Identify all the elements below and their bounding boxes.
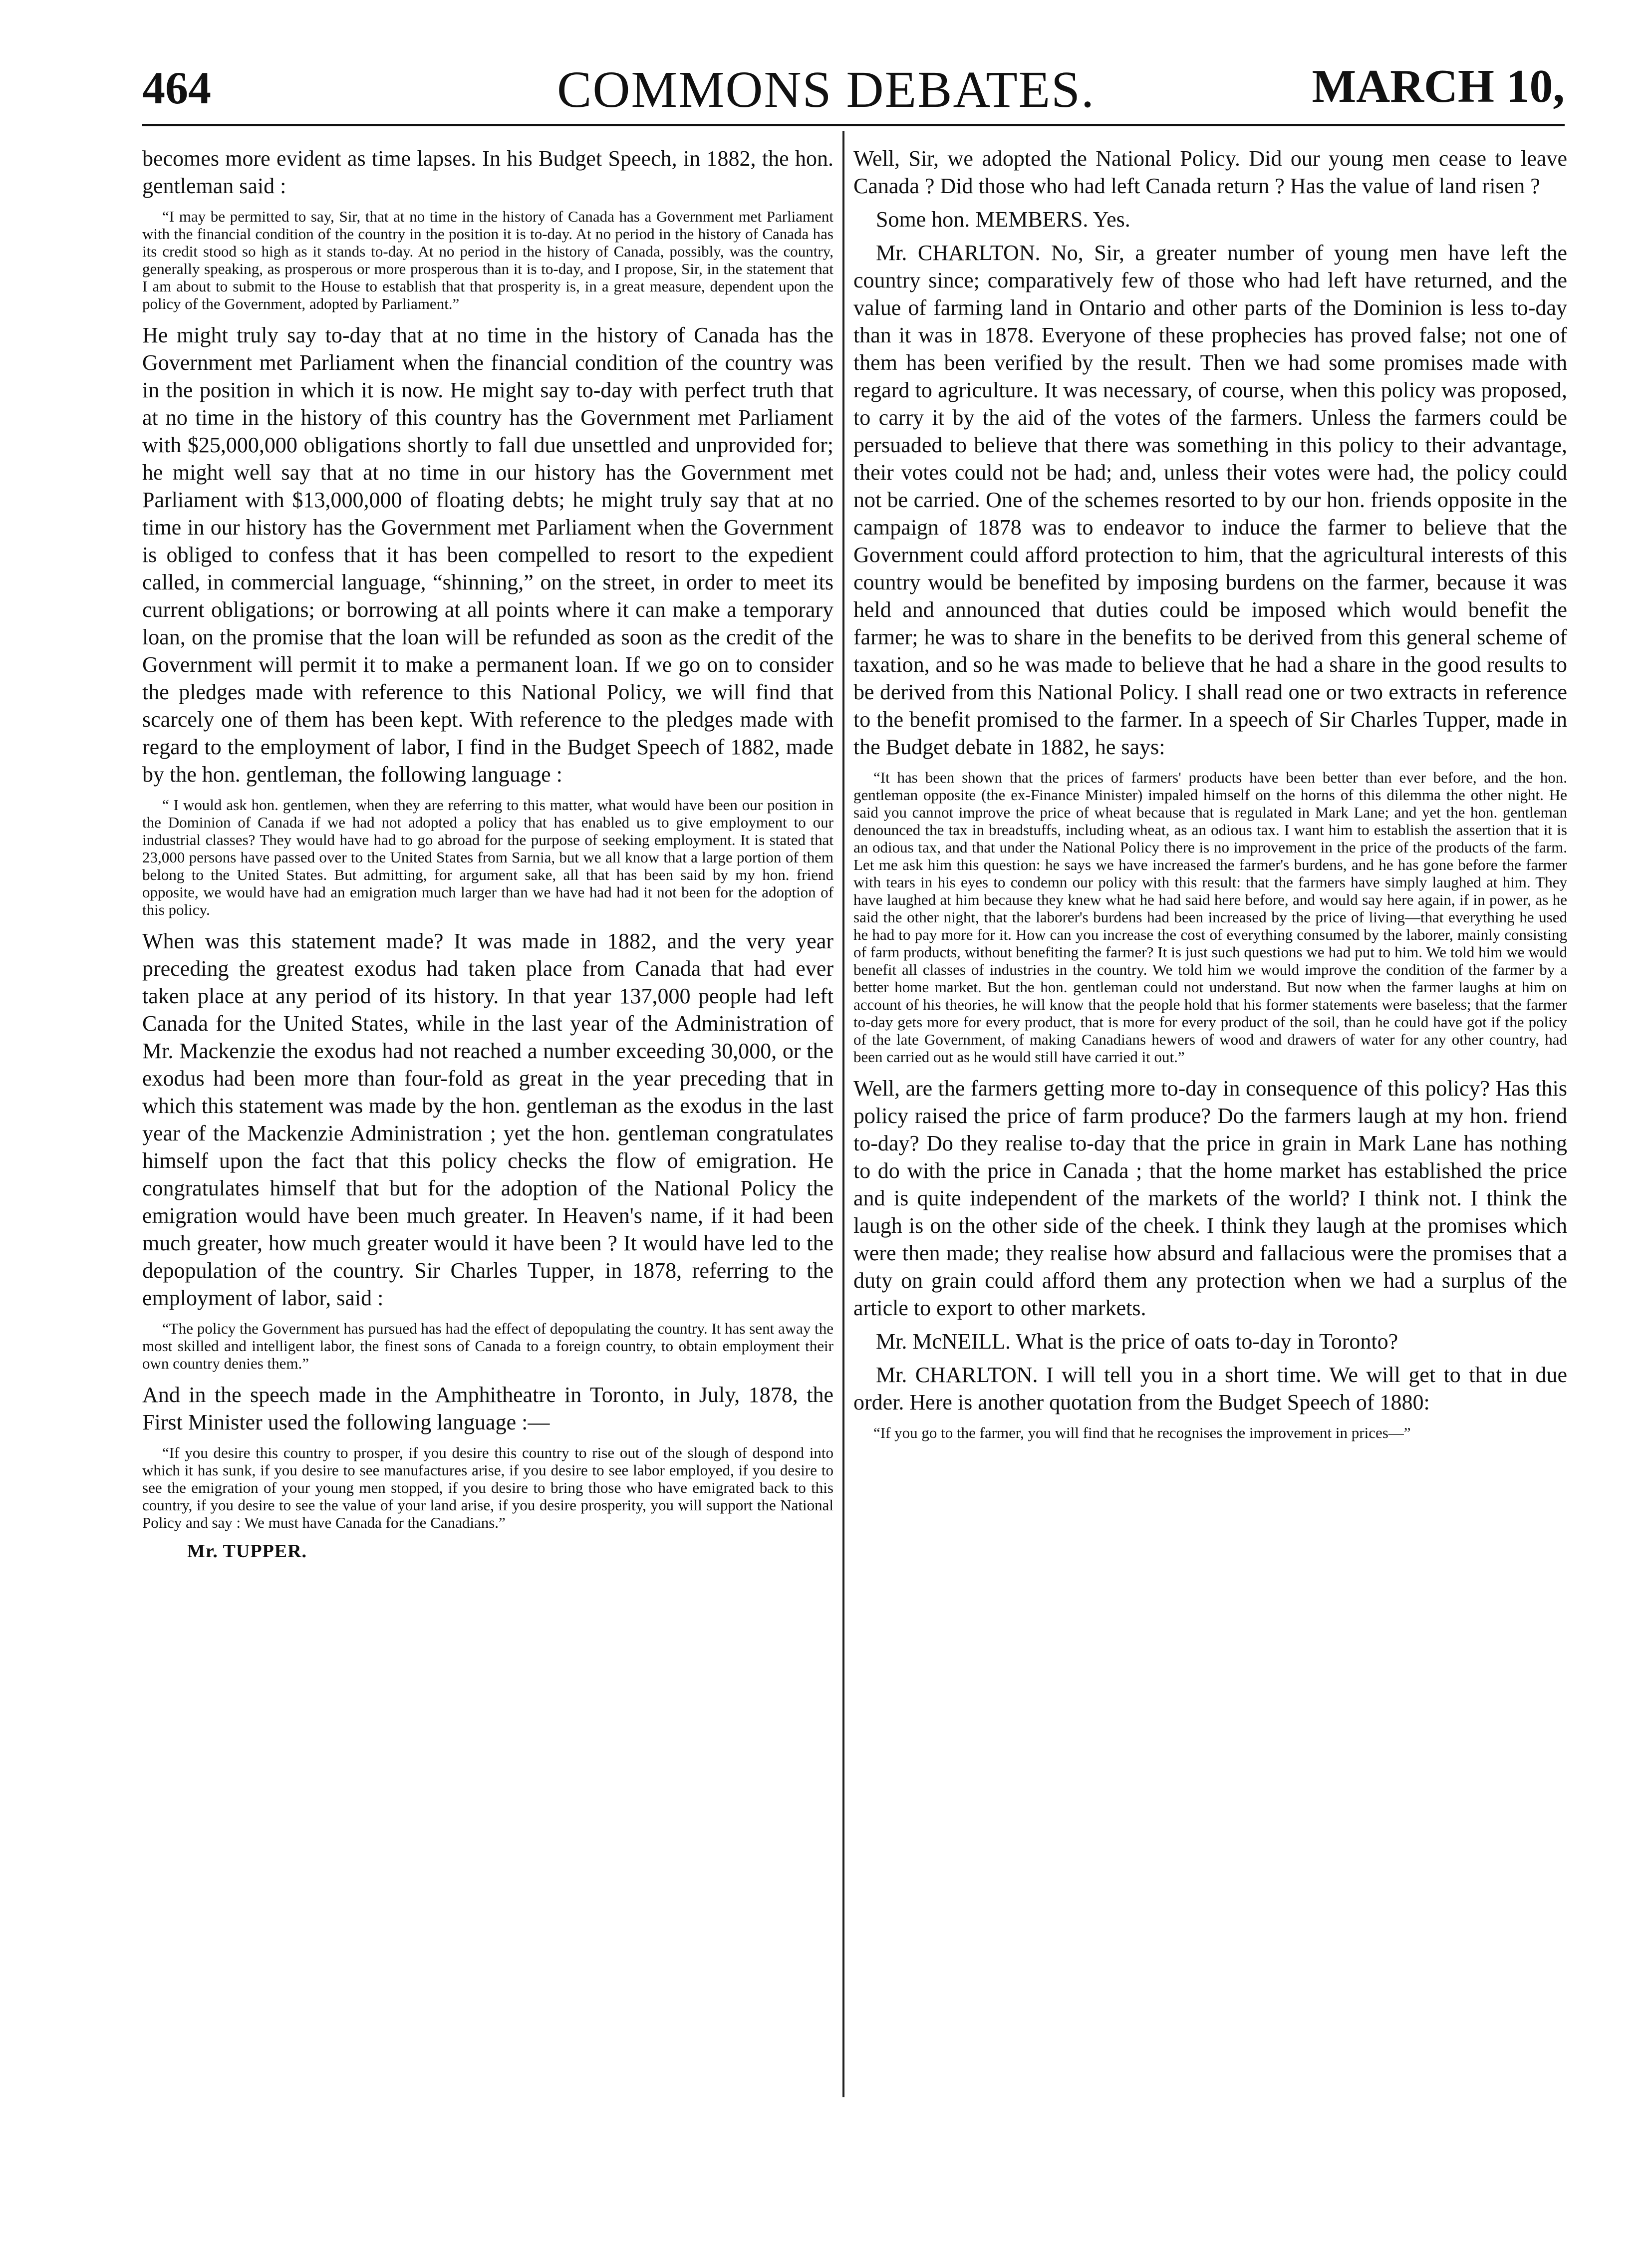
block-quote: “It has been shown that the prices of farmers' products have been better than ever before, and the hon. gentleman opposite (the ex-Finance Minister) impaled himself on the horns of this dilemma the other night. He said you cannot improve the price of wheat because that is regulated in Mark Lane; and yet the hon. gentleman denounced the tax in breadstuffs, including wheat, as an odious tax. I want him to establish the assertion that it is an odious tax, and that under the National Policy there is no improvement in the price of the products of the farm. Let me ask him this question: he says we have increased the farmer's burdens, and he has gone before the farmer with tears in his eyes to condemn our policy with this result: that the farmers have simply laughed at him. They have laughed at him because they knew what he had said here before, and would say here again, if in power, as he said the other night, that the laborer's burdens had been increased by the price of living—that everything he used he had to pay more for it. How can you increase the cost of everything consumed by the laborer, mainly consisting of farm products, without benefiting the farmer? It is just such questions we had put to him. We told him we would benefit all classes of industries in the country. We told him we would improve the condition of the farmer by a better home market. But the hon. gentleman could not understand. But now when the farmer laughs at him on account of his theories, he will know that the people hold that his former statements were baseless; that the farmer to-day gets more for every product, that is more for every product of the soil, than he could have got if the policy of the late Government, of making Canadians hewers of wood and drawers of water for any other country, had been carried out as he would still have carried it out.” (853, 769, 1567, 1066)
block-quote: “If you go to the farmer, you will find that he recognises the improvement in prices—” (873, 1424, 1411, 1441)
paragraph: Mr. CHARLTON. I will tell you in a short time. We will get to that in due order. Here is another quotation from the Budget Speech of 1880: (853, 1363, 1567, 1414)
right-column (853, 145, 1567, 1450)
running-title: COMMONS DEBATES. (557, 61, 1095, 118)
block-quote: “ I would ask hon. gentlemen, when they are referring to this matter, what would have been our position in the Dominion of Canada if we had not adopted a policy that has enabled us to give employment to our industrial classes? They would have had to go abroad for the purpose of seeking employment. It is stated that 23,000 persons have passed over to the United States from Sarnia, but we all know that a large portion of them belong to the United States. But admitting, for argument sake, all that has been said by my hon. friend opposite, we would have had an emigration much larger than we have had had it not been for the adoption of this policy. (142, 796, 833, 918)
page-header (0, 0, 1652, 125)
header-rule (142, 124, 1565, 126)
block-quote: “If you desire this country to prosper, if you desire this country to rise out of the slough of despond into which it has sunk, if you desire to see manufactures arise, if you desire to see labor employed, if you desire to see the emigration of your young men stopped, if you desire to bring those who have emigrated back to this country, if you desire to see the value of your land arise, if you desire prosperity, you will support the National Policy and say : We must have Canada for the Canadians.” (142, 1444, 833, 1531)
column-divider (842, 131, 844, 2097)
paragraph: And in the speech made in the Amphitheatre in Toronto, in July, 1878, the First Minister used the following language :— (142, 1383, 833, 1434)
block-quote: “The policy the Government has pursued has had the effect of depopulating the country. It has sent away the most skilled and intelligent labor, the finest sons of Canada to a foreign country, to obtain employment their own country denies them.” (142, 1320, 833, 1372)
paragraph: When was this statement made? It was made in 1882, and the very year preceding the greatest exodus had taken place from Canada that had ever taken place at any period of its history. In that year 137,000 people had left Canada for the United States, while in the last year of the Administration of Mr. Mackenzie the exodus had not reached a number exceeding 30,000, or the exodus had been more than four-fold as great in the year preceding that in which this statement was made by the hon. gentleman as the exodus in the last year of the Mackenzie Administration ; yet the hon. gentleman congratulates himself upon the fact that this policy checks the flow of emigration. He congratulates himself that but for the adoption of the National Policy the emigration would have been much greater. In Heaven's name, if it had been much greater, how much greater would it have been ? It would have led to the depopulation of the country. Sir Charles Tupper, in 1878, referring to the employment of labor, said : (142, 929, 833, 1310)
block-quote: “I may be permitted to say, Sir, that at no time in the history of Canada has a Government met Parliament with the financial condition of the country in the position it is to-day. At no period in the history of Canada has its credit stood so high as it stands to-day. At no period in the history of Canada, possibly, was the country, generally speaking, as prosperous or more prosperous than it is to-day, and I propose, Sir, in the statement that I am about to submit to the House to establish that that prosperity is, in a great measure, dependent upon the policy of the Government, adopted by Parliament.” (142, 208, 833, 312)
paragraph: Mr. CHARLTON. No, Sir, a greater number of young men have left the country since; comparatively few of those who had left have returned, and the value of farming land in Ontario and other parts of the Dominion is less to-day than it was in 1878. Everyone of these prophecies has proved false; not one of them has been verified by the result. Then we had some promises made with regard to agriculture. It was necessary, of course, when this policy was proposed, to carry it by the aid of the votes of the farmers. Unless the farmers could be persuaded to believe that there was something in this policy to their advantage, their votes could not be had; and, unless their votes were had, the policy could not be carried. One of the schemes resorted to by our hon. friends opposite in the campaign of 1878 was to endeavor to induce the farmer to believe that the Government could afford protection to him, that the agricultural interests of this country would be benefited by imposing burdens on the farmer, because it was held and announced that duties could be imposed which would benefit the farmer; he was to share in the benefits to be derived from this general scheme of taxation, and so he was made to believe that he had a share in the good results to be derived from this National Policy. I shall read one or two extracts in reference to the benefit promised to the farmer. In a speech of Sir Charles Tupper, made in the Budget debate in 1882, he says: (853, 241, 1567, 759)
speaker-line: Mr. McNEILL. What is the price of oats to-day in Toronto? (876, 1329, 1398, 1354)
paragraph: Well, Sir, we adopted the National Policy. Did our young men cease to leave Canada ? Did those who had left Canada return ? Has the value of land risen ? (853, 146, 1567, 198)
paragraph: Well, are the farmers getting more to-day in consequence of this policy? Has this policy raised the price of farm produce? Do the farmers laugh at my hon. friend to-day? Do they realise to-day that the price in grain in Mark Lane has nothing to do with the price in Canada ; that the home market has established the price and is quite independent of the markets of the world? I think not. I think the laugh is on the other side of the cheek. I think they laugh at the promises which were then made; they realise how absurd and fallacious were the promises that a duty on grain could afford them any protection when we had a surplus of the article to export to other markets. (853, 1076, 1567, 1320)
header-date: MARCH 10, (1312, 60, 1565, 112)
paragraph: becomes more evident as time lapses. In his Budget Speech, in 1882, the hon. gentleman said : (142, 146, 833, 198)
footer-catchword: Mr. TUPPER. (187, 1541, 307, 1562)
page-number: 464 (142, 62, 211, 113)
left-column (142, 145, 833, 1562)
paragraph: He might truly say to-day that at no time in the history of Canada has the Government met Parliament when the financial condition of the country was in the position in which it is now. He might say to-day with perfect truth that at no time in the history of this country has the Government met Parliament with $25,000,000 obligations shortly to fall due unsettled and unprovided for; he might well say that at no time in our history has the Government met Parliament with $13,000,000 of floating debts; he might truly say that at no time in our history has the Government met Parliament when the Government is obliged to confess that it has been compelled to resort to the expedient called, in commercial language, “shinning,” on the street, in order to meet its current obligations; or borrowing at all points where it can make a temporary loan, on the promise that the loan will be refunded as soon as the credit of the Government will permit it to make a permanent loan. If we go on to consider the pledges made with reference to this National Policy, we will find that scarcely one of them has been kept. With reference to the pledges made with regard to the employment of labor, I find in the Budget Speech of 1882, made by the hon. gentleman, the following language : (142, 323, 833, 787)
speaker-line: Some hon. MEMBERS. Yes. (876, 207, 1130, 232)
